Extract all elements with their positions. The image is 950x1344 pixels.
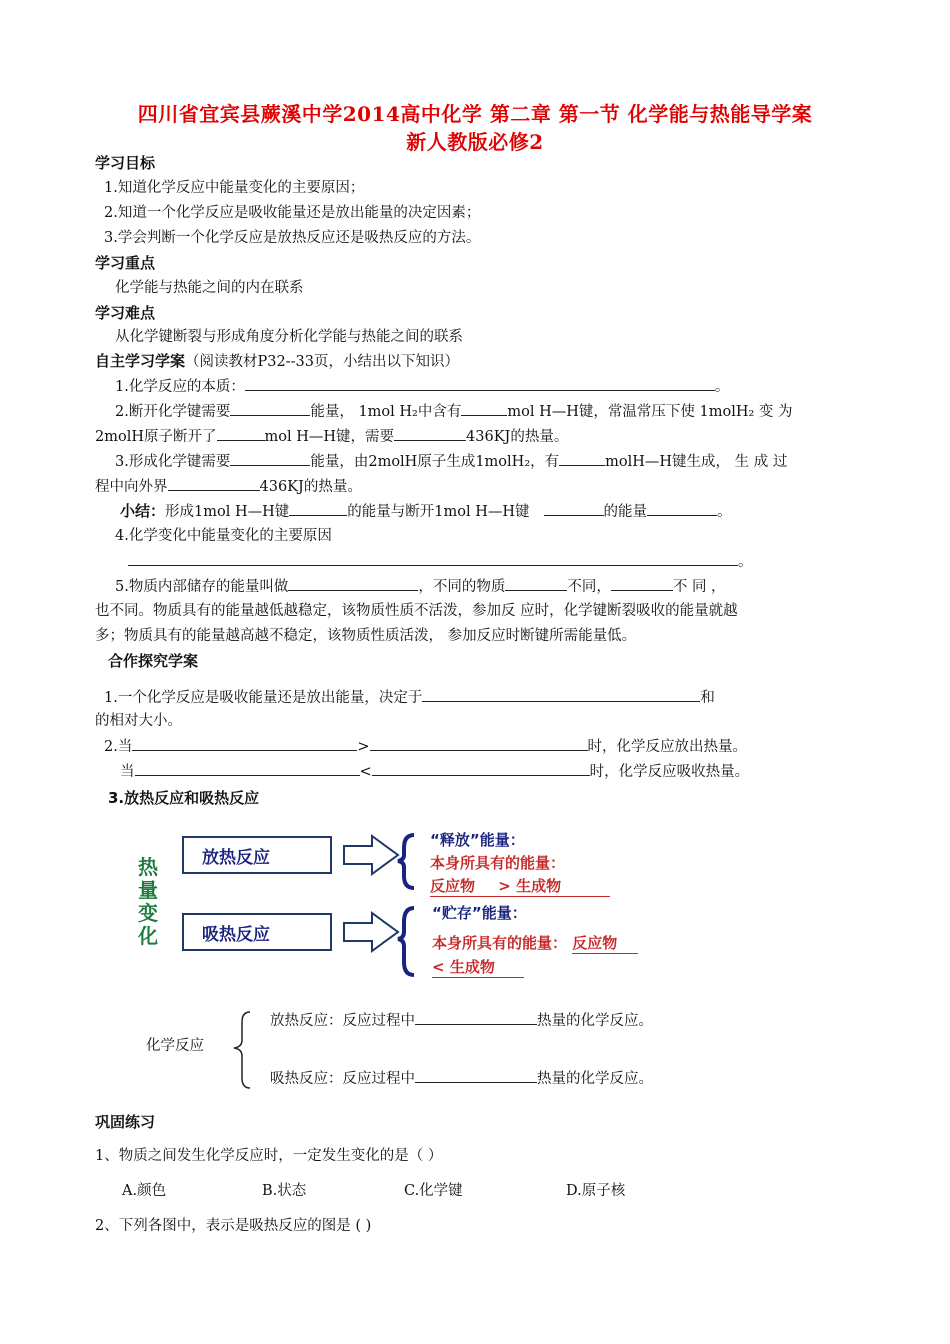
document-title-line2: 新人教版必修2 (406, 130, 544, 154)
exo-brace (398, 835, 414, 888)
answer-blank[interactable] (415, 1068, 537, 1083)
figure-heading: 3.放热反应和吸热反应 (108, 789, 260, 807)
coop-q1-b: 和 (700, 690, 715, 706)
q2-text-d: 2molH原子断开了 (95, 429, 217, 445)
endo-energy-text: 本身所具有的能量： (432, 934, 568, 952)
endo-reactant: 反应物 (572, 933, 638, 954)
q2-text-a: 2.断开化学键需要 (115, 404, 231, 420)
document-title-line1: 四川省宜宾县蕨溪中学2014高中化学 第二章 第一节 化学能与热能导学案 (137, 102, 813, 126)
coop-q2-c: 当 (120, 764, 135, 780)
q2-text-c: mol H—H键，常温常压下使 1molH₂ 变 为 (507, 404, 793, 420)
difficulty-heading: 学习难点 (95, 304, 156, 322)
q2-text-f: 436KJ的热量。 (466, 429, 569, 445)
q1-text: 1.化学反应的本质： (115, 379, 245, 395)
practice-q2: 2、下列各图中，表示是吸热反应的图是 ( ) (95, 1218, 372, 1234)
practice-q1: 1、物质之间发生化学反应时，一定发生变化的是（ ） (95, 1148, 443, 1164)
q3-text-d: 程中向外界 (95, 479, 168, 495)
exo-release-text: “释放”能量： (430, 831, 525, 849)
coop-q2-b: 时，化学反应放出热量。 (587, 739, 747, 755)
q2-text-b: 能量， 1mol H₂中含有 (310, 404, 462, 420)
q5-text-d: 不 同 ， (672, 579, 726, 595)
endo-lt: < (432, 958, 445, 976)
q5-text-a: 5.物质内部储存的能量叫做 (115, 579, 289, 595)
self-study-q5-cont: 也不同。物质具有的能量越低越稳定，该物质性质不活泼，参加反 应时，化学键断裂吸收的能量就越 (95, 603, 738, 619)
answer-blank[interactable] (415, 1010, 537, 1025)
exo-def-a: 放热反应：反应过程中 (270, 1013, 415, 1029)
endo-def-b: 热量的化学反应。 (537, 1071, 653, 1087)
endo-arrow (344, 913, 398, 951)
q3-text-a: 3.形成化学键需要 (115, 454, 231, 470)
q3-text-b: 能量，由2molH原子生成1molH₂，有 (310, 454, 560, 470)
endo-compare (432, 957, 524, 978)
endo-product: 生成物 (449, 958, 495, 976)
coop-q1-cont: 的相对大小。 (95, 713, 182, 729)
key-heading: 学习重点 (95, 254, 156, 272)
summary-end: 。 (717, 504, 732, 520)
q3-text-e: 436KJ的热量。 (259, 479, 362, 495)
key-text: 化学能与热能之间的内在联系 (115, 280, 304, 296)
endo-def-a: 吸热反应：反应过程中 (270, 1071, 415, 1087)
self-study-heading: 自主学习学案 (95, 352, 186, 370)
less-than-symbol: < (359, 764, 372, 780)
endo-energy-line (432, 933, 638, 954)
self-study-note: （阅读教材P32--33页，小结出以下知识） (185, 354, 459, 370)
q4-end: 。 (738, 554, 753, 570)
exo-def-b: 热量的化学反应。 (537, 1013, 653, 1029)
summary-label: 小结： (120, 502, 166, 520)
endo-definition (270, 1068, 653, 1089)
q5-text-b: ，不同的物质 (418, 579, 506, 595)
q2-text-e: mol H—H键，需要 (264, 429, 395, 445)
exo-arrow (344, 836, 398, 874)
self-study-q5-cont2: 多；物质具有的能量越高越不稳定，该物质性质活泼， 参加反应时断键所需能量低。 (95, 628, 637, 644)
endo-store-text: “贮存”能量： (432, 904, 527, 922)
reaction-brace (234, 1012, 250, 1088)
exo-definition (270, 1010, 653, 1031)
coop-q2-a: 2.当 (104, 739, 133, 755)
q1-end: 。 (714, 379, 730, 395)
chemical-reaction-label: 化学反应 (146, 1038, 204, 1054)
coop-q1-a: 1.一个化学反应是吸收能量还是放出能量，决定于 (104, 690, 423, 706)
summary-a: 形成1mol H—H键 (165, 504, 290, 520)
q3-text-c: molH—H键生成， 生 成 过 (605, 454, 788, 470)
heat-change-side-label: 热量变化 (138, 855, 158, 948)
coop-heading: 合作探究学案 (108, 652, 199, 670)
exo-energy-text: 本身所具有的能量： (430, 854, 566, 872)
q5-text-c: 不同， (567, 579, 611, 595)
goal-item: 2.知道一个化学反应是吸收能量还是放出能量的决定因素； (104, 205, 481, 221)
exo-gt: > (498, 877, 511, 895)
option-d[interactable]: D.原子核 (566, 1183, 626, 1199)
practice-heading: 巩固练习 (95, 1113, 156, 1131)
summary-c: 的能量 (603, 504, 648, 520)
coop-q2-d: 时，化学反应吸收热量。 (589, 764, 750, 780)
exothermic-box: 放热反应 (182, 836, 332, 874)
goals-heading: 学习目标 (95, 154, 156, 172)
difficulty-text: 从化学键断裂与形成角度分析化学能与热能之间的联系 (115, 329, 463, 345)
summary-b: 的能量与断开1mol H—H键 (347, 504, 530, 520)
exo-reactant: 反应物 (430, 877, 476, 895)
goal-item: 3.学会判断一个化学反应是放热反应还是吸热反应的方法。 (104, 230, 481, 246)
exo-product: 生成物 (516, 877, 562, 895)
self-study-q4: 4.化学变化中能量变化的主要原因 (115, 528, 332, 544)
option-b[interactable]: B.状态 (262, 1183, 307, 1199)
option-c[interactable]: C.化学键 (404, 1183, 463, 1199)
endothermic-box: 吸热反应 (182, 913, 332, 951)
endo-brace (398, 908, 414, 975)
exo-compare (430, 876, 610, 897)
goal-item: 1.知道化学反应中能量变化的主要原因； (104, 180, 365, 196)
option-a[interactable]: A.颜色 (122, 1183, 167, 1199)
greater-than-symbol: > (357, 739, 370, 755)
